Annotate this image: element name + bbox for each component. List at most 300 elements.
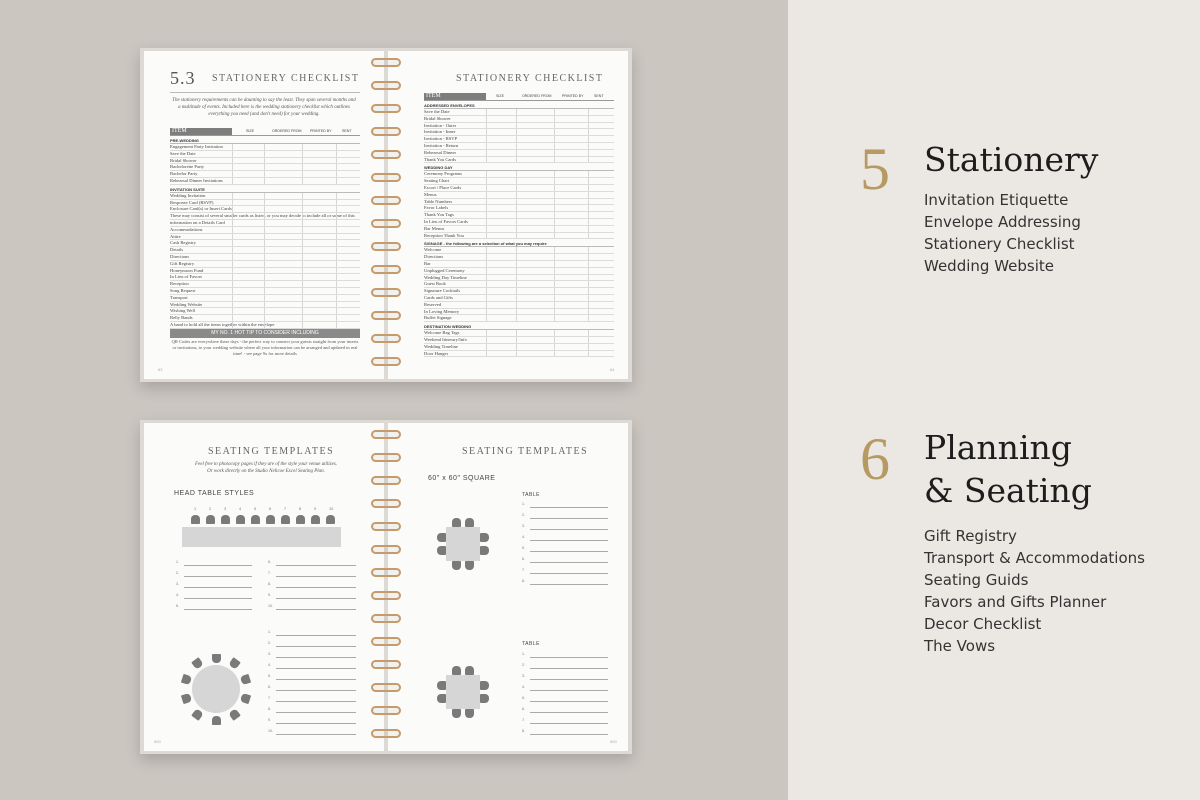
list-line (522, 693, 608, 704)
column-rule (232, 308, 233, 314)
row-label: Thank You Tags (424, 212, 454, 218)
row-label: Bachelorette Party (170, 164, 205, 170)
column-rule (232, 213, 233, 219)
column-rule (554, 337, 555, 343)
list-line (268, 557, 356, 568)
column-rule (516, 233, 517, 239)
line-number: 9. (268, 718, 271, 722)
column-rule (264, 220, 265, 226)
line-number: 2. (522, 513, 525, 517)
page-number-right: 64 (610, 367, 615, 372)
column-rule (264, 322, 265, 328)
column-rule (336, 171, 337, 177)
table-row (170, 302, 360, 309)
seating-left-page (144, 423, 384, 751)
column-rule (302, 288, 303, 294)
write-line (276, 587, 356, 588)
line-number: 5. (268, 674, 271, 678)
ring (371, 58, 401, 67)
chair (181, 693, 192, 704)
ring (371, 637, 401, 646)
column-rule (264, 178, 265, 184)
table-row (424, 129, 614, 136)
column-rule (232, 200, 233, 206)
column-rule (486, 261, 487, 267)
write-line (276, 576, 356, 577)
list-line (522, 521, 608, 532)
column-rule (588, 247, 589, 253)
line-number: 7. (522, 568, 525, 572)
list-line (268, 715, 356, 726)
column-rule (336, 288, 337, 294)
row-label: information on a Details Card (170, 219, 225, 225)
ring (371, 545, 401, 554)
write-line (530, 518, 608, 519)
chair (191, 708, 204, 721)
ring (371, 81, 401, 90)
list-line (522, 565, 608, 576)
column-rule (232, 254, 233, 260)
write-line (276, 598, 356, 599)
row-label: Welcome Bag Tags (424, 330, 460, 336)
col-sent-right: SENT (594, 94, 604, 98)
write-line (530, 584, 608, 585)
column-rule (302, 254, 303, 260)
column-rule (516, 309, 517, 315)
column-rule (588, 109, 589, 115)
list-line (268, 671, 356, 682)
column-rule (588, 344, 589, 350)
column-rule (302, 227, 303, 233)
column-rule (486, 150, 487, 156)
section-5-list (924, 189, 1081, 277)
line-number: 4. (522, 535, 525, 539)
column-rule (554, 219, 555, 225)
column-rule (588, 337, 589, 343)
column-rule (302, 151, 303, 157)
list-item: Transport & Accommodations (924, 549, 1145, 567)
column-rule (302, 295, 303, 301)
chair (437, 681, 446, 690)
row-label: Response Card (RSVP) (170, 199, 214, 205)
column-rule (486, 116, 487, 122)
column-rule (516, 226, 517, 232)
line-number: 9. (268, 593, 271, 597)
seat-number: 9 (314, 507, 317, 511)
column-rule (516, 315, 517, 321)
column-rule (486, 123, 487, 129)
table-1-lines (522, 499, 608, 587)
column-rule (232, 302, 233, 308)
table-row (170, 240, 360, 247)
row-label: INVITATION SUITE (170, 186, 205, 192)
row-label: Bar Menus (424, 225, 445, 231)
table-row (170, 164, 360, 171)
chair (452, 709, 461, 718)
ring (371, 660, 401, 669)
write-line (530, 540, 608, 541)
column-rule (486, 247, 487, 253)
seat-number: 1 (194, 507, 197, 511)
column-rule (554, 212, 555, 218)
column-rule (264, 151, 265, 157)
row-label: Reserved (424, 301, 442, 307)
column-rule (588, 302, 589, 308)
ring (371, 288, 401, 297)
write-line (276, 657, 356, 658)
column-rule (336, 227, 337, 233)
row-label: Bridal Shower (424, 115, 451, 121)
list-item: Decor Checklist (924, 615, 1042, 633)
list-line (522, 704, 608, 715)
row-label: Ceremony Programs (424, 171, 462, 177)
row-label: Bachelor Party (170, 171, 198, 177)
seat-number: 7 (284, 507, 287, 511)
row-label: Guest Book (424, 281, 446, 287)
row-label: Bridal Shower (170, 157, 197, 163)
column-rule (486, 344, 487, 350)
column-rule (232, 171, 233, 177)
row-label: Welcome (424, 247, 442, 253)
column-rule (554, 288, 555, 294)
column-rule (264, 281, 265, 287)
row-label: Menus (424, 191, 437, 197)
column-rule (516, 351, 517, 357)
column-rule (336, 220, 337, 226)
table-row (170, 315, 360, 322)
column-rule (516, 254, 517, 260)
seat-number: 8 (299, 507, 302, 511)
col-printed-by: PRINTED BY (310, 129, 332, 133)
row-label: Wedding Invitation (170, 192, 206, 198)
table-body-right (424, 101, 614, 357)
ring (371, 196, 401, 205)
column-rule (232, 234, 233, 240)
column-rule (336, 200, 337, 206)
write-line (530, 723, 608, 724)
list-line (268, 660, 356, 671)
table-row (424, 116, 614, 123)
line-number: 8. (268, 707, 271, 711)
page-number-left: 63 (158, 367, 163, 372)
right-background (788, 0, 1200, 800)
row-label: Favor Labels (424, 205, 449, 211)
column-rule (264, 254, 265, 260)
table-row (424, 247, 614, 254)
round-table-list (268, 627, 356, 737)
line-number: 8. (522, 579, 525, 583)
row-label: Unplugged Ceremony (424, 267, 465, 273)
ring (371, 219, 401, 228)
row-label: Reception (170, 281, 189, 287)
table-row (170, 158, 360, 165)
column-rule (264, 288, 265, 294)
seat-number: 10 (329, 507, 334, 511)
line-number: 3. (522, 674, 525, 678)
write-line (530, 562, 608, 563)
column-rule (486, 205, 487, 211)
column-rule (588, 275, 589, 281)
list-line (522, 543, 608, 554)
column-rule (264, 261, 265, 267)
row-label: Wedding Timeline (424, 343, 458, 349)
row-label: Save the Date (170, 150, 196, 156)
column-rule (302, 158, 303, 164)
row-label: In Lieu of Favors (170, 274, 203, 280)
column-rule (588, 254, 589, 260)
chair (221, 515, 230, 524)
column-rule (588, 123, 589, 129)
row-label: Weekend Itinerary/Info (424, 336, 467, 342)
column-rule (302, 302, 303, 308)
ring (371, 242, 401, 251)
stationery-right-page (388, 51, 628, 379)
write-line (184, 598, 252, 599)
col-ordered-from: ORDERED FROM (272, 129, 302, 133)
column-rule (486, 171, 487, 177)
write-line (530, 712, 608, 713)
write-line (276, 668, 356, 669)
column-rule (232, 206, 233, 212)
column-rule (336, 164, 337, 170)
column-rule (588, 205, 589, 211)
row-label: Escort / Place Cards (424, 184, 462, 190)
table-row (424, 109, 614, 116)
write-line (530, 679, 608, 680)
column-rule (588, 116, 589, 122)
table-section-heading (170, 185, 360, 193)
row-label: Rehearsal Dinner Invitations (170, 177, 223, 183)
head-table (182, 527, 341, 547)
col-size-right: SIZE (496, 94, 504, 98)
line-number: 4. (268, 663, 271, 667)
ring (371, 614, 401, 623)
col-ordered-from-right: ORDERED FROM (522, 94, 552, 98)
column-rule (554, 143, 555, 149)
column-rule (516, 150, 517, 156)
column-rule (516, 178, 517, 184)
list-line (268, 638, 356, 649)
table-row (424, 261, 614, 268)
row-label: Gift Registry (170, 260, 195, 266)
tip-title: MY NO. 1 HOT TIP TO CONSIDER INCLUDING (170, 329, 360, 338)
ring (371, 453, 401, 462)
line-number: 6. (522, 557, 525, 561)
table-row (170, 247, 360, 254)
column-rule (554, 330, 555, 336)
column-rule (554, 275, 555, 281)
column-rule (264, 193, 265, 199)
write-line (276, 565, 356, 566)
table-label-1: TABLE (522, 492, 540, 498)
checklist-table-left (170, 128, 360, 329)
row-label: Invitation - Inner (424, 129, 456, 135)
checklist-table-right (424, 93, 614, 357)
list-line (268, 590, 356, 601)
column-rule (516, 109, 517, 115)
column-rule (336, 281, 337, 287)
table-row (170, 308, 360, 315)
column-rule (486, 337, 487, 343)
column-rule (554, 171, 555, 177)
table-section-heading (424, 163, 614, 171)
col-sent: SENT (342, 129, 352, 133)
column-rule (554, 233, 555, 239)
list-item: Stationery Checklist (924, 235, 1075, 253)
column-rule (302, 322, 303, 328)
table-row (424, 219, 614, 226)
column-rule (336, 274, 337, 280)
line-number: 7. (268, 696, 271, 700)
list-line (522, 499, 608, 510)
divider (170, 92, 360, 93)
column-rule (336, 247, 337, 253)
column-rule (264, 144, 265, 150)
ring (371, 706, 401, 715)
table-row (424, 337, 614, 344)
list-line (268, 568, 356, 579)
column-rule (232, 281, 233, 287)
column-rule (336, 295, 337, 301)
head-table-list-b (268, 557, 356, 612)
chair (236, 515, 245, 524)
write-line (530, 690, 608, 691)
column-rule (302, 206, 303, 212)
col-size: SIZE (246, 129, 254, 133)
table-row (170, 322, 360, 329)
column-rule (588, 157, 589, 163)
column-rule (302, 315, 303, 321)
row-label: Save the Date (424, 109, 450, 114)
table-row (170, 295, 360, 302)
table-row (424, 226, 614, 233)
line-number: 6. (268, 560, 271, 564)
column-rule (486, 330, 487, 336)
tip-text: QR Codes are everywhere these days - the perfect way to connect your guests straight from your inserts or invitations, to your wedding website where all your information can be arranged and updated in real time! - see page 9x for more details (171, 339, 359, 356)
row-label: WEDDING DAY (424, 165, 453, 171)
column-rule (554, 109, 555, 115)
column-rule (516, 192, 517, 198)
row-label: Cards and Gifts (424, 294, 453, 300)
row-label: Directions (424, 254, 444, 260)
table-row (424, 143, 614, 150)
column-rule (588, 288, 589, 294)
chair (191, 515, 200, 524)
column-rule (232, 322, 233, 328)
line-number: 4. (522, 685, 525, 689)
column-rule (516, 302, 517, 308)
column-rule (588, 295, 589, 301)
column-rule (554, 116, 555, 122)
row-label: Signature Cocktails (424, 288, 461, 294)
chair (480, 546, 489, 555)
page-number-right: 000 (610, 739, 617, 744)
column-rule (302, 178, 303, 184)
column-rule (264, 315, 265, 321)
column-rule (554, 315, 555, 321)
list-line (522, 726, 608, 737)
table-row (170, 288, 360, 295)
column-rule (486, 233, 487, 239)
chair (452, 518, 461, 527)
list-line (176, 568, 252, 579)
row-label: Invitation - RSVP (424, 136, 458, 142)
section-6-title-line-1: Planning (924, 428, 1072, 467)
write-line (184, 609, 252, 610)
column-rule (486, 351, 487, 357)
table-section-heading (170, 136, 360, 144)
row-label: Accommodations (170, 226, 203, 232)
seating-right-page (388, 423, 628, 751)
seat-number: 4 (239, 507, 242, 511)
table-row (424, 295, 614, 302)
list-line (176, 579, 252, 590)
column-rule (486, 212, 487, 218)
chair (228, 708, 241, 721)
column-rule (264, 171, 265, 177)
list-line (522, 649, 608, 660)
column-rule (554, 281, 555, 287)
list-line (522, 660, 608, 671)
row-label: Directions (170, 253, 190, 259)
chair (465, 518, 474, 527)
ring (371, 499, 401, 508)
column-rule (516, 330, 517, 336)
line-number: 6. (522, 707, 525, 711)
list-line (522, 671, 608, 682)
column-rule (336, 206, 337, 212)
column-rule (302, 171, 303, 177)
table-row (170, 171, 360, 178)
write-line (276, 646, 356, 647)
table-row (424, 150, 614, 157)
column-rule (336, 315, 337, 321)
chair (480, 694, 489, 703)
column-rule (588, 199, 589, 205)
table-header (170, 128, 360, 136)
table-row (424, 171, 614, 178)
list-item: Wedding Website (924, 257, 1054, 275)
ring (371, 127, 401, 136)
table-row (170, 254, 360, 261)
column-rule (516, 185, 517, 191)
column-rule (516, 288, 517, 294)
list-line (268, 579, 356, 590)
column-rule (232, 295, 233, 301)
column-rule (486, 143, 487, 149)
head-table-list-a (176, 557, 252, 612)
column-rule (336, 178, 337, 184)
column-rule (486, 226, 487, 232)
ring (371, 522, 401, 531)
column-rule (336, 144, 337, 150)
col-item: ITEM (170, 128, 232, 135)
column-rule (302, 268, 303, 274)
write-line (530, 668, 608, 669)
column-rule (554, 157, 555, 163)
column-rule (336, 240, 337, 246)
round-table (192, 665, 240, 713)
column-rule (232, 178, 233, 184)
column-rule (264, 268, 265, 274)
list-line (268, 627, 356, 638)
column-rule (302, 261, 303, 267)
row-label: DESTINATION WEDDING (424, 324, 472, 330)
page-number-left: 000 (154, 739, 161, 744)
intro-line-2: Or work directly on the Studio Nelicoe Excel Seating Plan. (207, 469, 325, 474)
column-rule (516, 143, 517, 149)
column-rule (486, 288, 487, 294)
